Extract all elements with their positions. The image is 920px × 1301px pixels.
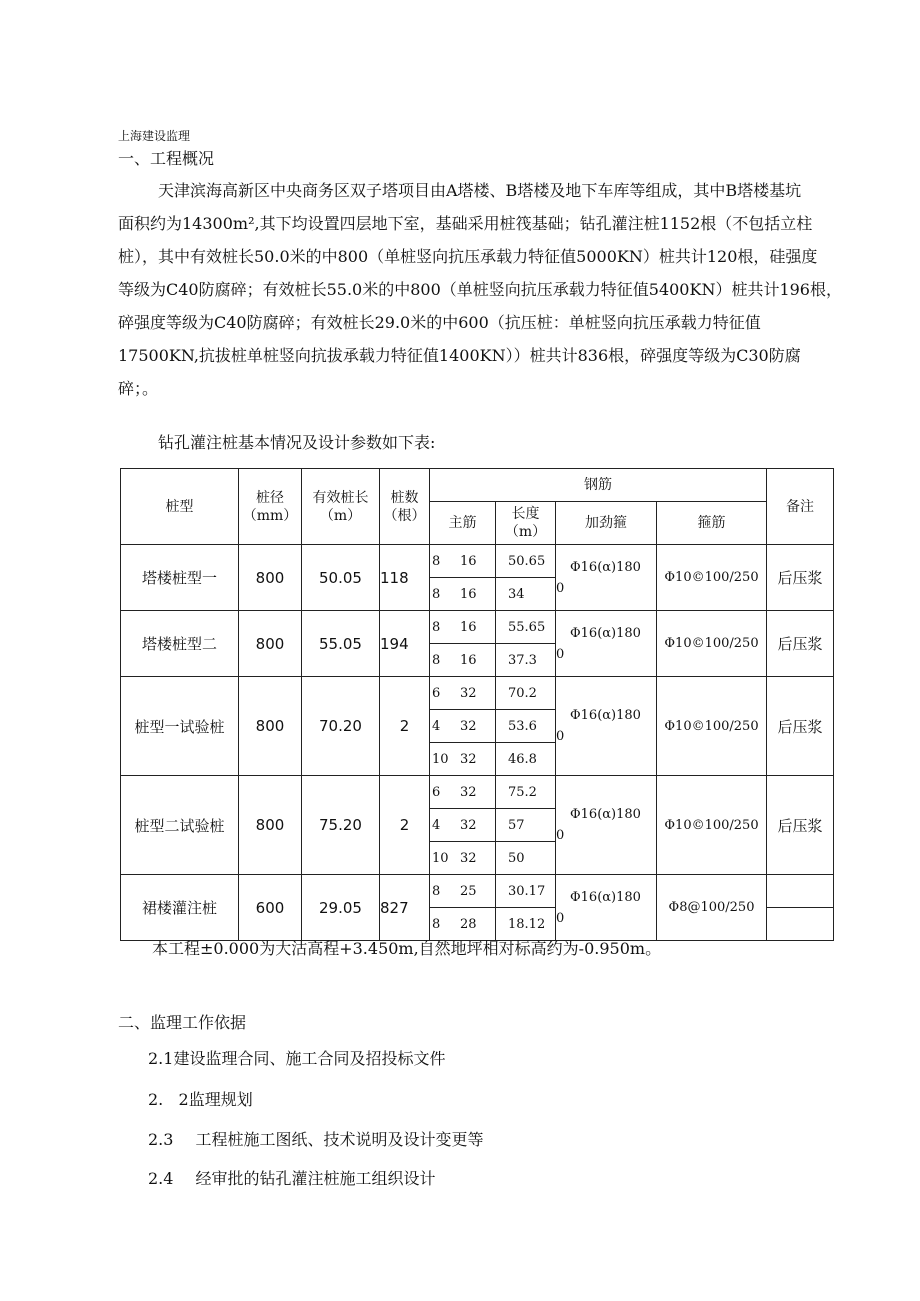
cell-length: 70.20 xyxy=(302,677,380,776)
cell-diameter: 800 xyxy=(239,776,302,875)
cell-count: 2 xyxy=(380,776,430,875)
cell-bar-length: 50.65 xyxy=(496,545,556,578)
stiffener-tail: 0 xyxy=(556,580,565,596)
header-tag: 上海建设监理 xyxy=(118,129,191,143)
cell-bar-length: 46.8 xyxy=(496,743,556,776)
stiffener-spec: Φ16(α)180 xyxy=(570,889,641,905)
stiffener-tail: 0 xyxy=(556,729,565,744)
cell-pile-type: 塔楼桩型一 xyxy=(121,545,239,611)
cell-count: 194 xyxy=(380,611,430,677)
bar-diameter: 16 xyxy=(460,553,477,569)
cell-count: 2 xyxy=(380,677,430,776)
section1-title: 一、工程概况 xyxy=(118,149,215,168)
bar-count: 6 xyxy=(432,685,441,701)
cell-pile-type: 裙楼灌注桩 xyxy=(121,875,239,941)
bar-count: 4 xyxy=(432,718,441,734)
paragraph-line: 17500KN,抗拔桩单桩竖向抗拔承载力特征值1400KN））桩共计836根，碎强度等级为C30防腐 xyxy=(118,346,801,365)
cell-main-bar xyxy=(430,677,496,710)
stiffener-tail: 0 xyxy=(556,910,565,926)
header-count: 桩数（根） xyxy=(380,469,430,545)
header-stirrup: 箍筋 xyxy=(657,502,767,545)
cell-bar-length: 57 xyxy=(496,809,556,842)
paragraph-line: 碎；。 xyxy=(118,379,159,398)
basis-item-text: 工程桩施工图纸、技术说明及设计变更等 xyxy=(195,1130,484,1149)
cell-count: 827 xyxy=(380,875,430,941)
stiffener-spec: Φ16(α)180 xyxy=(570,708,641,723)
cell-stirrup: Φ10©100/250 xyxy=(657,611,767,677)
bar-count: 8 xyxy=(432,586,441,602)
cell-main-bar xyxy=(430,545,496,578)
cell-stiffener xyxy=(556,875,657,941)
cell-diameter: 600 xyxy=(239,875,302,941)
cell-bar-length: 37.3 xyxy=(496,644,556,677)
stiffener-spec: Φ16(α)180 xyxy=(570,625,641,641)
cell-bar-length: 30.17 xyxy=(496,875,556,908)
cell-main-bar xyxy=(430,743,496,776)
bar-diameter: 32 xyxy=(460,784,477,800)
cell-bar-length: 70.2 xyxy=(496,677,556,710)
cell-count: 118 xyxy=(380,545,430,611)
cell-stirrup: Φ10©100/250 xyxy=(657,677,767,776)
pile-spec-table xyxy=(120,468,834,941)
cell-main-bar xyxy=(430,710,496,743)
header-rebar: 钢筋 xyxy=(430,469,767,502)
bar-diameter: 32 xyxy=(460,718,477,734)
table-row xyxy=(121,545,834,578)
basis-item-text: 建设监理合同、施工合同及招投标文件 xyxy=(173,1049,446,1068)
bar-count: 8 xyxy=(432,652,441,668)
header-bar-length: 长度（m） xyxy=(496,502,556,545)
basis-item xyxy=(148,1087,253,1110)
cell-main-bar xyxy=(430,644,496,677)
header-type: 桩型 xyxy=(121,469,239,545)
cell-bar-length: 50 xyxy=(496,842,556,875)
paragraph-line: 桩），其中有效桩长50.0米的中800（单桩竖向抗压承载力特征值5000KN）桩共计120根，硅强度 xyxy=(118,247,818,266)
cell-length: 50.05 xyxy=(302,545,380,611)
cell-diameter: 800 xyxy=(239,611,302,677)
bar-diameter: 28 xyxy=(460,916,477,932)
basis-item-number: 2.4 xyxy=(148,1169,174,1188)
cell-pile-type: 桩型一试验桩 xyxy=(121,677,239,776)
cell-main-bar xyxy=(430,611,496,644)
cell-main-bar xyxy=(430,842,496,875)
header-diameter: 桩径（mm） xyxy=(239,469,302,545)
cell-remark: 后压浆 xyxy=(767,611,834,677)
bar-diameter: 32 xyxy=(460,685,477,701)
bar-count: 10 xyxy=(432,850,449,866)
cell-remark: 后压浆 xyxy=(767,545,834,611)
overview-paragraph xyxy=(118,174,842,405)
cell-remark: 后压浆 xyxy=(767,776,834,875)
bar-count: 8 xyxy=(432,553,441,569)
cell-bar-length: 53.6 xyxy=(496,710,556,743)
basis-item-text: 经审批的钻孔灌注桩施工组织设计 xyxy=(195,1169,436,1188)
basis-item-text: 监理规划 xyxy=(188,1090,253,1109)
header-remark: 备注 xyxy=(767,469,834,545)
cell-length: 29.05 xyxy=(302,875,380,941)
basis-item xyxy=(148,1046,445,1069)
stiffener-tail: 0 xyxy=(556,646,565,662)
basis-item-number: 2.3 xyxy=(148,1130,174,1149)
cell-stiffener xyxy=(556,677,657,776)
cell-bar-length: 18.12 xyxy=(496,908,556,941)
table-caption: 钻孔灌注桩基本情况及设计参数如下表: xyxy=(158,433,436,452)
table-row xyxy=(121,677,834,710)
table-row xyxy=(121,875,834,908)
stiffener-spec: Φ16(α)180 xyxy=(570,807,641,822)
bar-diameter: 32 xyxy=(460,751,477,767)
cell-bar-length: 75.2 xyxy=(496,776,556,809)
cell-main-bar xyxy=(430,875,496,908)
basis-item xyxy=(148,1166,435,1189)
basis-item xyxy=(148,1127,483,1150)
cell-remark-empty xyxy=(767,875,834,908)
cell-diameter: 800 xyxy=(239,545,302,611)
cell-bar-length: 55.65 xyxy=(496,611,556,644)
cell-length: 75.20 xyxy=(302,776,380,875)
paragraph-line: 等级为C40防腐碎；有效桩长55.0米的中800（单桩竖向抗压承载力特征值5400KN）桩共计196根， xyxy=(118,280,842,299)
header-main-bar: 主筋 xyxy=(430,502,496,545)
header-length: 有效桩长（m） xyxy=(302,469,380,545)
bar-diameter: 16 xyxy=(460,619,477,635)
table-row xyxy=(121,611,834,644)
cell-main-bar xyxy=(430,809,496,842)
cell-remark-empty xyxy=(767,908,834,941)
bar-count: 6 xyxy=(432,784,441,800)
bar-count: 8 xyxy=(432,883,441,899)
cell-stirrup: Φ10©100/250 xyxy=(657,545,767,611)
cell-remark: 后压浆 xyxy=(767,677,834,776)
bar-count: 4 xyxy=(432,817,441,833)
stiffener-spec: Φ16(α)180 xyxy=(570,559,641,575)
bar-count: 8 xyxy=(432,619,441,635)
paragraph-line: 面积约为14300m²,其下均设置四层地下室，基础采用桩筏基础；钻孔灌注桩1152根（不包括立柱 xyxy=(118,214,813,233)
cell-bar-length: 34 xyxy=(496,578,556,611)
cell-stiffener xyxy=(556,611,657,677)
bar-diameter: 32 xyxy=(460,817,477,833)
header-stiffener: 加劲箍 xyxy=(556,502,657,545)
cell-diameter: 800 xyxy=(239,677,302,776)
bar-diameter: 32 xyxy=(460,850,477,866)
bar-diameter: 16 xyxy=(460,652,477,668)
paragraph-line: 碎强度等级为C40防腐碎；有效桩长29.0米的中600（抗压桩：单桩竖向抗压承载力特征值 xyxy=(118,313,761,332)
bar-count: 10 xyxy=(432,751,449,767)
elevation-note: 本工程±0.000为大沽高程+3.450m,自然地坪相对标高约为-0.950m。 xyxy=(152,939,662,958)
cell-length: 55.05 xyxy=(302,611,380,677)
paragraph-line: 天津滨海高新区中央商务区双子塔项目由A塔楼、B塔楼及地下车库等组成，其中B塔楼基坑 xyxy=(158,181,802,200)
header-row xyxy=(121,469,834,502)
bar-count: 8 xyxy=(432,916,441,932)
cell-main-bar xyxy=(430,776,496,809)
cell-main-bar xyxy=(430,578,496,611)
bar-diameter: 25 xyxy=(460,883,477,899)
basis-item-number: 2. 2 xyxy=(148,1090,189,1109)
section2-title: 二、监理工作依据 xyxy=(118,1013,247,1032)
cell-stiffener xyxy=(556,545,657,611)
basis-item-number: 2.1 xyxy=(148,1049,174,1068)
cell-pile-type: 桩型二试验桩 xyxy=(121,776,239,875)
stiffener-tail: 0 xyxy=(556,828,565,843)
cell-pile-type: 塔楼桩型二 xyxy=(121,611,239,677)
bar-diameter: 16 xyxy=(460,586,477,602)
cell-stirrup: Φ8@100/250 xyxy=(657,875,767,941)
table-row xyxy=(121,776,834,809)
cell-stiffener xyxy=(556,776,657,875)
cell-stirrup: Φ10©100/250 xyxy=(657,776,767,875)
